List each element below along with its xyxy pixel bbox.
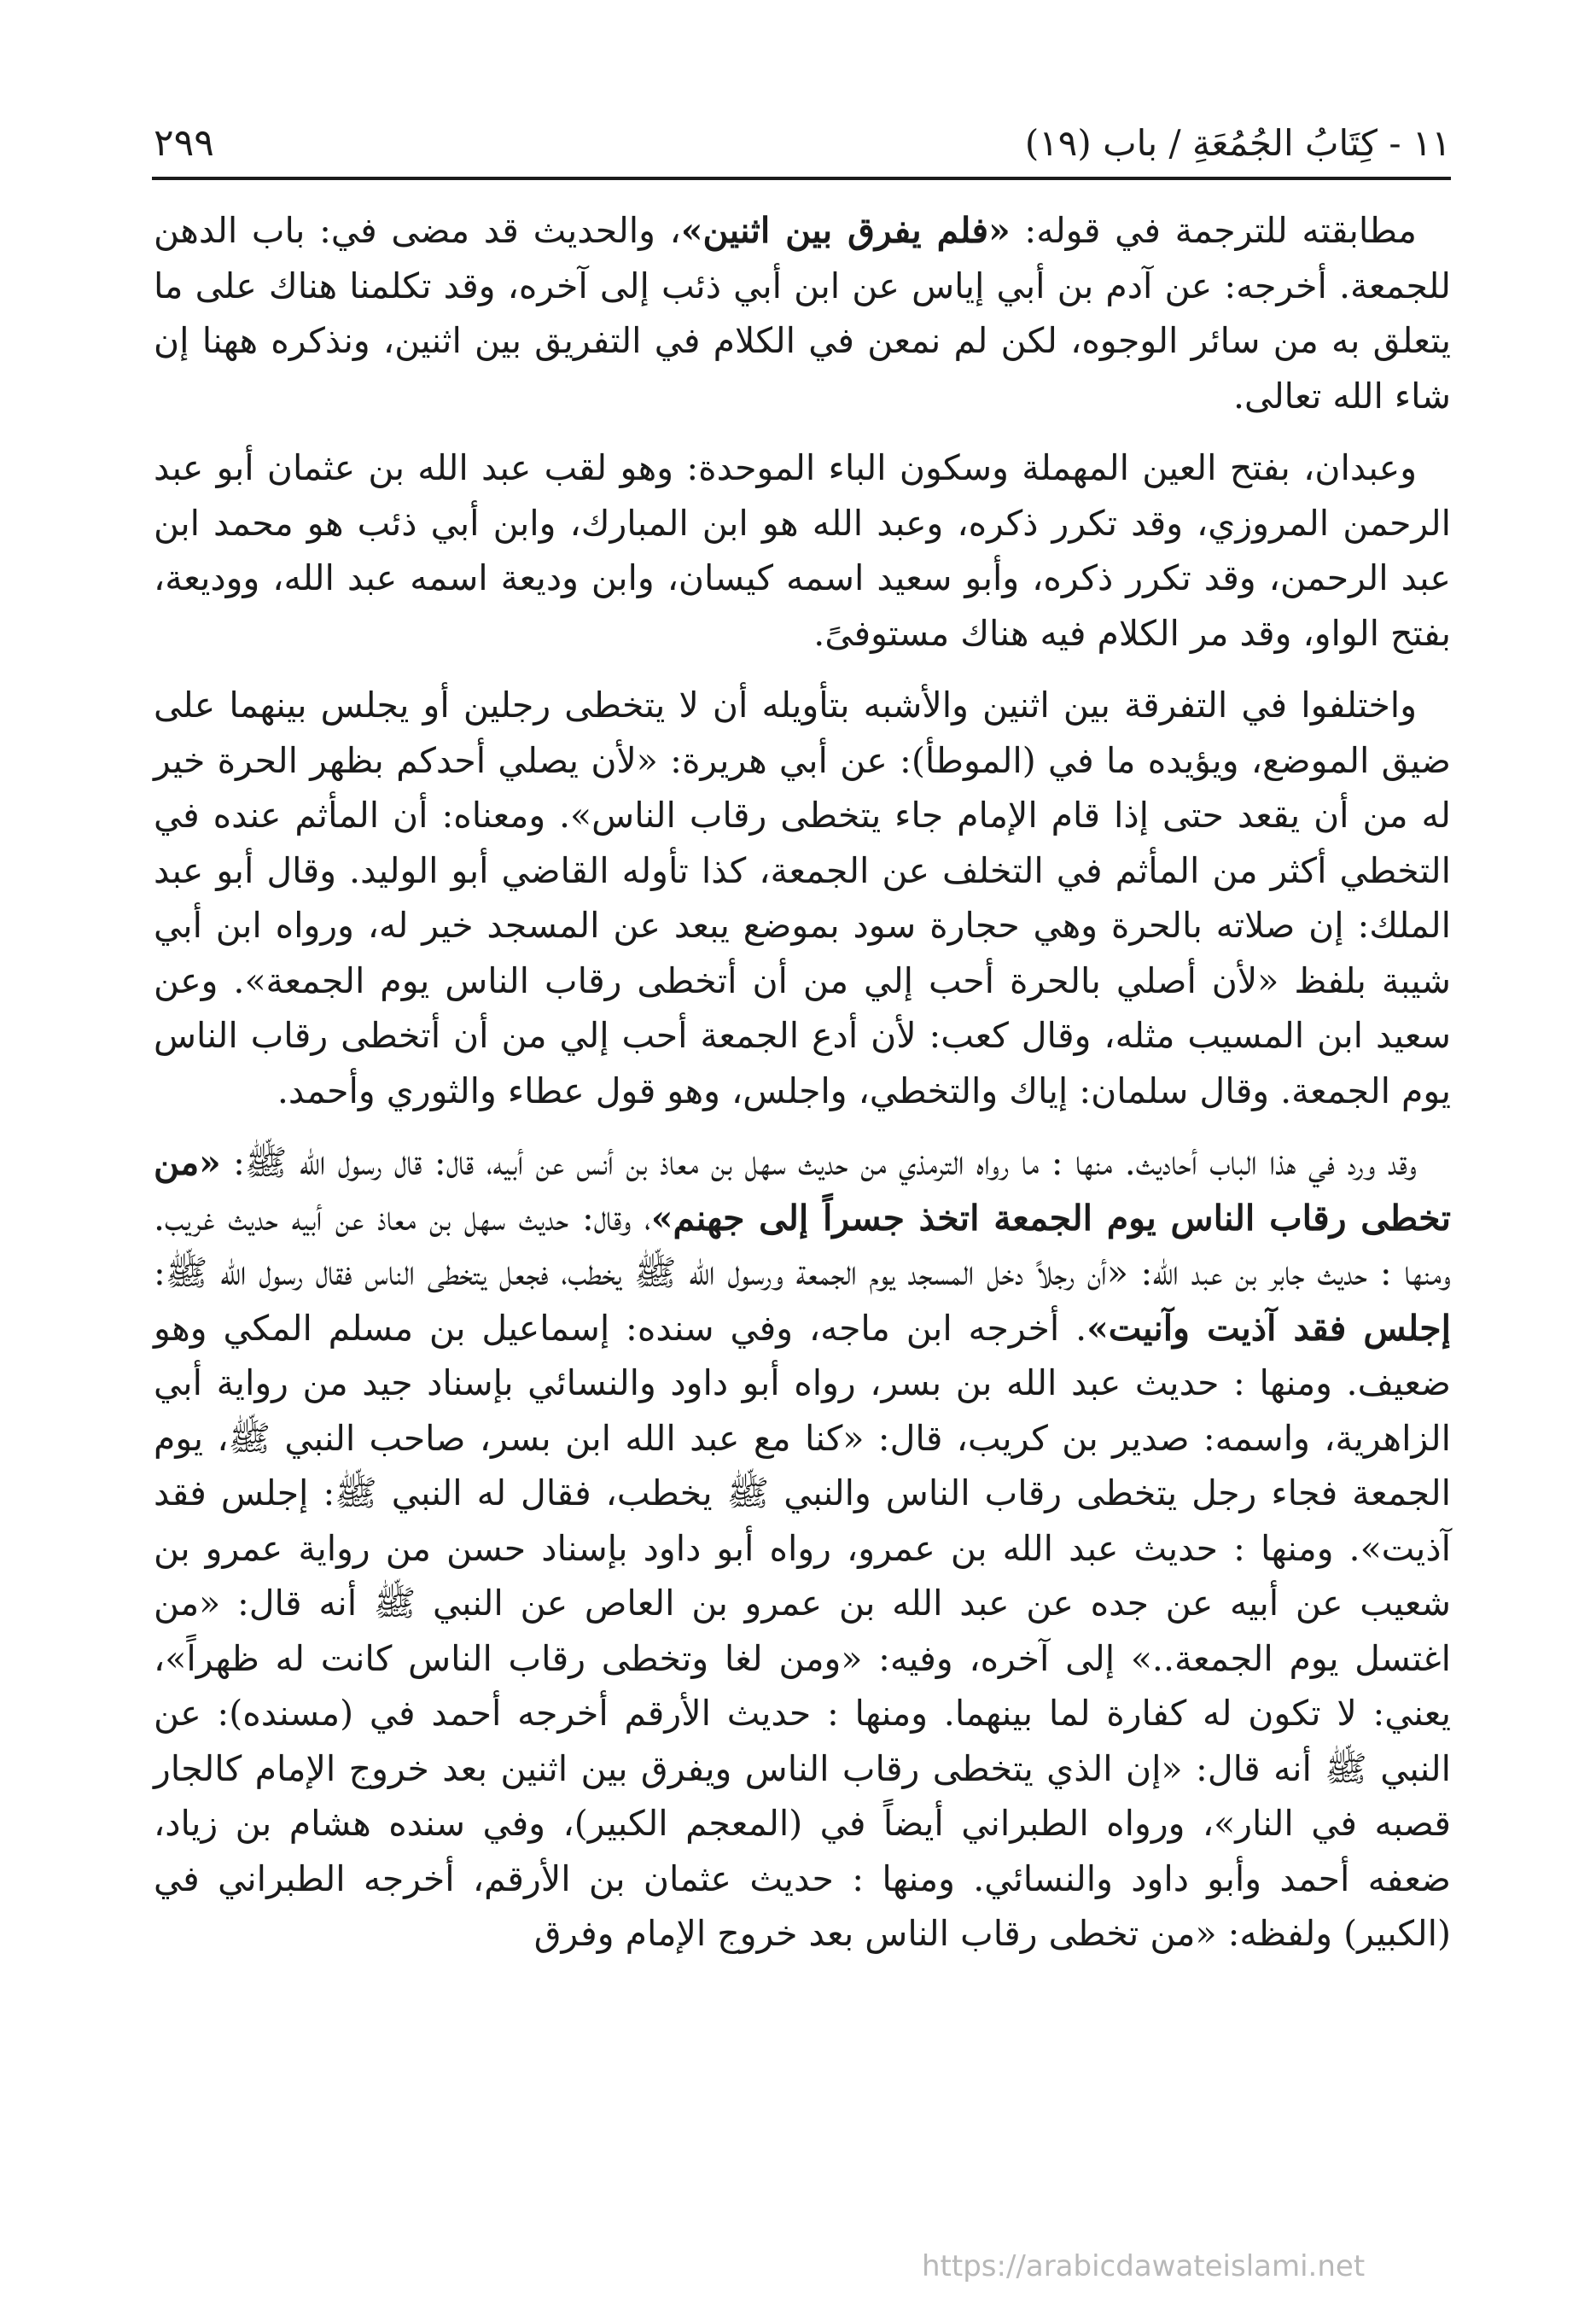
quoted-hadith-text: «من تخطى رقاب الناس يوم الجمعة اتخذ جسراً إلى جهنم» [154, 1142, 1451, 1239]
paragraph [154, 1135, 1451, 1962]
text-segment: واختلفوا في التفرقة بين اثنين والأشبه بتأويله أن لا يتخطى رجلين أو يجلس بينهما على ضيق الموضع، ويؤيده ما في (الموطأ): عن أبي هريرة: «لأن يصلي أحدكم بظهر الحرة خير له من أن يقعد حتى إذا قام الإمام جاء يتخطى رقاب الناس». ومعناه: أن المأثم عنده في التخطي أكثر من المأثم في التخلف عن الجمعة، كذا تأوله القاضي أبو الوليد. وقال أبو عبد الملك: إن صلاته بالحرة وهي حجارة سود بموضع يبعد عن المسجد خير له، ورواه ابن أبي شيبة بلفظ «لأن أصلي بالحرة أحب إلي من أن أتخطى رقاب الناس يوم الجمعة». وعن سعيد ابن المسيب مثله، وقال كعب: لأن أدع الجمعة أحب إلي من أن أتخطى رقاب الناس يوم الجمعة. وقال سلمان: إياك والتخطي، واجلس، وهو قول عطاء والثوري وأحمد. [154, 685, 1451, 1111]
text-segment: ، والحديث قد مضى في: باب الدهن للجمعة. أخرجه: عن آدم بن أبي إياس عن ابن أبي ذئب إلى آخره، وقد تكلمنا هناك على ما يتعلق به من سائر الوجوه، لكن لم نمعن في الكلام في التفريق بين اثنين، ونذكره ههنا إن شاء الله تعالى. [154, 210, 1451, 417]
paragraph [154, 440, 1451, 661]
text-segment: . أخرجه ابن ماجه، وفي سنده: إسماعيل بن مسلم المكي وهو ضعيف. ومنها : حديث عبد الله بن بسر، رواه أبو داود والنسائي بإسناد جيد من رواية أبي الزاهرية، واسمه: صدير بن كريب، قال: «كنا مع عبد الله ابن بسر، صاحب النبي ﷺ، يوم الجمعة فجاء رجل يتخطى رقاب الناس والنبي ﷺ يخطب، فقال له النبي ﷺ: إجلس فقد آذيت». ومنها : حديث عبد الله بن عمرو، رواه أبو داود بإسناد حسن من رواية عمرو بن شعيب عن أبيه عن جده عن عبد الله بن عمرو بن العاص عن النبي ﷺ أنه قال: «من اغتسل يوم الجمعة..» إلى آخره، وفيه: «ومن لغا وتخطى رقاب الناس كانت له ظهراً»، يعني: لا تكون له كفارة لما بينهما. ومنها : حديث الأرقم أخرجه أحمد في (مسنده): عن النبي ﷺ أنه قال: «إن الذي يتخطى رقاب الناس ويفرق بين اثنين بعد خروج الإمام كالجار قصبه في النار»، ورواه الطبراني أيضاً في (المعجم الكبير)، وفي سنده هشام بن زياد، ضعفه أحمد وأبو داود والنسائي. ومنها : حديث عثمان بن الأرقم، أخرجه الطبراني في (الكبير) ولفظه: «من تخطى رقاب الناس بعد خروج الإمام وفرق [154, 1307, 1451, 1954]
page-number: ٢٩٩ [154, 121, 214, 165]
paragraph [154, 678, 1451, 1118]
page-header [154, 118, 1451, 178]
running-title: ١١ - كِتَابُ الجُمُعَةِ / باب (١٩) [1024, 122, 1451, 164]
paragraph [154, 203, 1451, 423]
body-text [154, 203, 1451, 1979]
quoted-hadith-text: إجلس فقد آذيت وآنيت» [1086, 1307, 1451, 1349]
text-segment: ، وقال: حديث سهل بن معاذ عن أبيه حديث غريب. ومنها : حديث جابر بن عبد الله: «أن رجلاً دخل المسجد يوم الجمعة ورسول الله ﷺ يخطب، فجعل يتخطى الناس فقال رسول الله ﷺ: [154, 1197, 1451, 1293]
quoted-hadith-text: «فلم يفرق بين اثنين» [680, 210, 1011, 251]
text-segment: مطابقته للترجمة في قوله: [1010, 210, 1417, 251]
text-segment: وعبدان، بفتح العين المهملة وسكون الباء الموحدة: وهو لقب عبد الله بن عثمان أبو عبد الرحمن المروزي، وقد تكرر ذكره، وعبد الله هو ابن المبارك، وابن أبي ذئب هو محمد ابن عبد الرحمن، وقد تكرر ذكره، وأبو سعيد اسمه كيسان، وابن وديعة اسمه عبد الله، ووديعة، بفتح الواو، وقد مر الكلام فيه هناك مستوفىً. [154, 447, 1451, 654]
text-segment: وقد ورد في هذا الباب أحاديث. منها : ما رواه الترمذي من حديث سهل بن معاذ بن أنس عن أبيه، قال: قال رسول الله ﷺ: [220, 1142, 1417, 1183]
header-rule [152, 177, 1451, 180]
watermark-url: https://arabicdawateislami.net [922, 2249, 1366, 2283]
